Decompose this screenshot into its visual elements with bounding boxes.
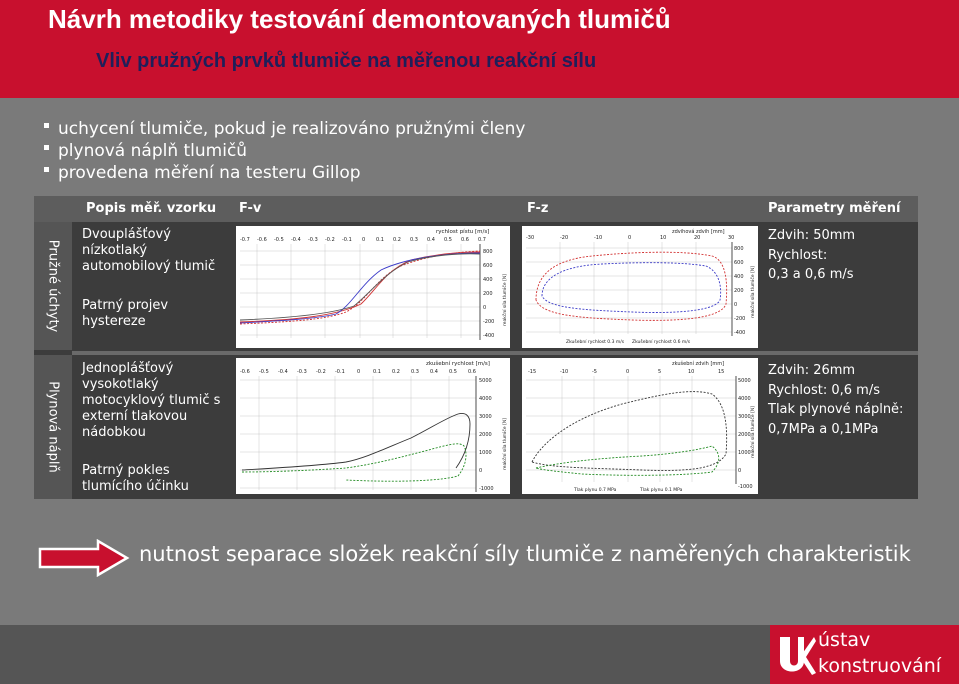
series-blue-loop	[542, 263, 721, 313]
ytick: 4000	[738, 396, 751, 402]
row2-description: Jednoplášťový vysokotlaký motocyklový tlumič s externí tlakovou nádobkou	[82, 361, 221, 440]
column-header-fz: F-z	[527, 201, 549, 216]
xtick: -0.6	[257, 237, 267, 243]
ylabel: reakční síla tlumiče [N]	[503, 418, 508, 470]
legend-entry: Zkušební rychlost 0.6 m/s	[632, 340, 691, 345]
xtick: 0.1	[376, 237, 384, 243]
ytick: -400	[483, 333, 495, 339]
bullet-item: provedena měření na testeru Gillop	[44, 162, 525, 184]
page-title: Návrh metodiky testování demontovaných tlumičů	[48, 4, 671, 34]
xtick: -0.1	[335, 369, 345, 375]
ytick: 5000	[738, 378, 751, 384]
xtick: -0.5	[259, 369, 269, 375]
row1-description: Dvouplášťový nízkotlaký automobilový tlumič	[82, 227, 216, 274]
plot-r1-fz	[522, 226, 758, 348]
xtick: 0.6	[468, 369, 476, 375]
xtick: 0.4	[430, 369, 438, 375]
xtick: 5	[658, 369, 662, 375]
ytick: 1000	[479, 450, 492, 456]
series-dark-loop	[532, 392, 727, 471]
yticks	[479, 378, 494, 492]
bullet-icon	[44, 123, 49, 128]
bullet-item: plynová náplň tlumičů	[44, 140, 525, 162]
xtick: 0.3	[410, 237, 418, 243]
ytick: 0	[483, 305, 487, 311]
xtick: 10	[688, 369, 695, 375]
legend-entry: Zkušební rychlost 0.3 m/s	[566, 340, 625, 345]
xtick: 0	[357, 369, 361, 375]
xtick: 0.7	[478, 237, 486, 243]
plot-r2-fv	[236, 358, 510, 494]
gridlines	[240, 244, 480, 338]
xlabel: zkušební rychlost [m/s]	[426, 361, 490, 367]
xtick: 0.5	[444, 237, 452, 243]
xlabel: zdvihová zdvih [mm]	[672, 229, 725, 235]
bullet-item: uchycení tlumiče, pokud je realizováno pružnými členy	[44, 118, 525, 140]
ytick: 5000	[479, 378, 492, 384]
row-separator	[72, 351, 918, 355]
ytick: 200	[483, 291, 493, 297]
xticks	[528, 369, 724, 375]
plot-r2-fz	[522, 358, 758, 494]
legend-entry: Tlak plynu 0.7 MPa	[574, 488, 617, 493]
ytick: 0	[738, 468, 742, 474]
xtick: -0.4	[278, 369, 288, 375]
plot-r2-fz-svg	[522, 358, 758, 494]
ytick: 2000	[479, 432, 492, 438]
yticks	[734, 246, 745, 336]
yticks	[483, 249, 494, 339]
ytick: 3000	[479, 414, 492, 420]
xtick: -0.7	[240, 237, 250, 243]
xtick: 15	[718, 369, 725, 375]
ytick: 1000	[738, 450, 751, 456]
row2-params: Zdvih: 26mm Rychlost: 0,6 m/s Tlak plynové náplně: 0,7MPa a 0,1MPa	[768, 363, 904, 437]
ytick: 4000	[479, 396, 492, 402]
xtick: -15	[528, 369, 537, 375]
ytick: -1000	[738, 484, 753, 490]
row2-note: Patrný pokles tlumícího účinku	[82, 463, 189, 494]
row-label-gas-filling: Plynová náplň	[34, 355, 72, 499]
plot-r2-fv-svg	[236, 358, 510, 494]
bullet-list	[44, 118, 525, 184]
column-header-params: Parametry měření	[768, 201, 901, 216]
right-arrow-icon	[38, 539, 130, 577]
column-header-fv: F-v	[239, 201, 262, 216]
xtick: 30	[728, 235, 735, 241]
series-green	[242, 444, 466, 481]
xtick: 0.4	[427, 237, 435, 243]
ytick: -400	[734, 330, 746, 336]
gridlines	[240, 376, 476, 490]
column-header-description: Popis měř. vzorku	[86, 201, 217, 216]
bullet-icon	[44, 167, 49, 172]
xtick: -10	[560, 369, 569, 375]
logo-line2: konstruování	[818, 655, 942, 677]
ytick: 600	[734, 260, 744, 266]
xtick: 0.2	[393, 237, 401, 243]
ytick: 200	[734, 288, 744, 294]
xtick: 0.6	[461, 237, 469, 243]
xtick: -0.3	[308, 237, 318, 243]
conclusion-text: nutnost separace složek reakční síly tlumiče z naměřených charakteristik	[139, 542, 911, 566]
xtick: -5	[592, 369, 597, 375]
ytick: 800	[734, 246, 744, 252]
plot-r1-fv-svg	[236, 226, 510, 348]
table-header	[34, 196, 918, 222]
uk-logo-icon	[776, 631, 816, 679]
xtick: 0	[626, 369, 630, 375]
measurement-table	[34, 196, 918, 499]
ytick: 2000	[738, 432, 751, 438]
xticks	[240, 369, 476, 375]
plot-r1-fz-svg	[522, 226, 758, 348]
xtick: 0	[628, 235, 632, 241]
xticks	[526, 235, 734, 241]
xtick: 0	[362, 237, 366, 243]
xtick: -30	[526, 235, 535, 241]
xtick: -0.1	[342, 237, 352, 243]
xtick: -0.5	[274, 237, 284, 243]
xtick: -20	[560, 235, 569, 241]
xtick: -0.2	[316, 369, 326, 375]
ytick: 600	[483, 263, 493, 269]
ytick: 400	[483, 277, 493, 283]
xtick: -0.3	[297, 369, 307, 375]
plot-r1-fv	[236, 226, 510, 348]
row1-note: Patrný projev hystereze	[82, 298, 169, 329]
xtick: 10	[660, 235, 667, 241]
ytick: -200	[483, 319, 495, 325]
ytick: 0	[479, 468, 483, 474]
ytick: 400	[734, 274, 744, 280]
ylabel: reakční síla tlumiče [N]	[751, 406, 756, 458]
ytick: -200	[734, 316, 746, 322]
row1-params: Zdvih: 50mm Rychlost: 0,3 a 0,6 m/s	[768, 228, 856, 282]
xlabel: zkušební zdvih [mm]	[672, 361, 725, 367]
ytick: 0	[734, 302, 738, 308]
xtick: 0.1	[373, 369, 381, 375]
ytick: 800	[483, 249, 493, 255]
xtick: 20	[694, 235, 701, 241]
xtick: -0.6	[240, 369, 250, 375]
header-bar	[0, 0, 959, 98]
series-dark	[242, 413, 470, 470]
ytick: -1000	[479, 486, 494, 492]
xtick: -0.4	[291, 237, 301, 243]
ytick: 3000	[738, 414, 751, 420]
bullet-icon	[44, 145, 49, 150]
xticks	[240, 237, 486, 243]
series-green-loop	[536, 446, 719, 475]
xlabel: rychlost pístu [m/s]	[436, 229, 490, 235]
legend-entry: Tlak plynu 0.1 MPa	[640, 488, 683, 493]
xtick: -10	[594, 235, 603, 241]
xtick: -0.2	[325, 237, 335, 243]
xtick: 0.2	[392, 369, 400, 375]
ylabel: reakční síla tlumiče [N]	[751, 266, 756, 318]
row-label-elastic-mounts: Pružné úchyty	[34, 222, 72, 350]
xtick: 0.5	[449, 369, 457, 375]
ylabel: reakční síla tlumiče [N]	[503, 274, 508, 326]
xtick: 0.3	[411, 369, 419, 375]
institute-logo	[770, 625, 959, 684]
page-subtitle: Vliv pružných prvků tlumiče na měřenou reakční sílu	[96, 50, 597, 72]
logo-line1: ústav	[818, 629, 871, 651]
